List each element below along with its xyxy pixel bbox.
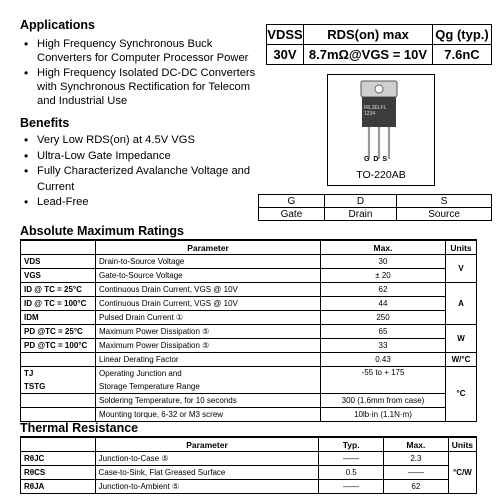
- thermal-table: [20, 436, 477, 494]
- spec-value-rdson: 8.7mΩ@VGS = 10V: [304, 45, 433, 65]
- unit-c-per-w: °C/W: [448, 452, 476, 494]
- thermal-header-parameter: Parameter: [95, 437, 319, 452]
- list-item: • Lead-Free: [20, 195, 260, 211]
- spec-value-qg: 7.6nC: [433, 45, 492, 65]
- table-row: RθCS Case-to-Sink, Flat Greased Surface 0.5 ——: [21, 466, 477, 480]
- thermal-title: Thermal Resistance: [20, 421, 139, 435]
- spec-header-rdson: RDS(on) max: [304, 25, 433, 45]
- thermal-header-units: Units: [448, 437, 476, 452]
- unit-amps: A: [446, 283, 477, 325]
- unit-watts-per-c: W/°C: [446, 353, 477, 367]
- benefits-list: [20, 133, 260, 211]
- pin-name-source: Source: [397, 208, 492, 221]
- table-row: IDM Pulsed Drain Current ① 250: [21, 311, 477, 325]
- abs-max-table: Parameter Max. Units VDS Drain-to-Source Voltage 30 V VGS Gate-to-Source Voltage ± 20 ID @ TC = 25°C Continuous Drain Current, VGS @ 10V 62 A ID @ TC = 100°C Continuous Drain Current, VGS @ 10V 44 IDM Pulsed Drain Current ① 250 PD @TC = 25°C Maximum Power Dissipation ⑤ 65 W PD @TC = 100°C Maximum Power Dissipation ⑤ 33 Linear Derating Factor 0.43 W/°C TJ TSTG Operating Junction and Storage Temperature Range -55 to + 175 °C Soldering Temperature, for 10 seconds 300 (1.6mm from case) Mounting torque, 6-32 or M3 screw 10lb·in (1.1N·m): [20, 239, 477, 422]
- unit-celsius: °C: [446, 367, 477, 422]
- pin-letter-d: D: [324, 195, 396, 208]
- list-item: • High Frequency Synchronous Buck Converters for Computer Processor Power: [20, 37, 262, 65]
- list-item: • Ultra-Low Gate Impedance: [20, 149, 260, 165]
- pin-name-gate: Gate: [259, 208, 325, 221]
- abs-max-title: Absolute Maximum Ratings: [20, 224, 184, 238]
- table-row: PD @TC = 25°C Maximum Power Dissipation ⑤ 65 W: [21, 325, 477, 339]
- spec-table: [266, 24, 492, 65]
- list-item: • Very Low RDS(on) at 4.5V VGS: [20, 133, 260, 149]
- applications-list: [20, 37, 262, 108]
- spec-header-qg: Qg (typ.): [433, 25, 492, 45]
- list-item: • High Frequency Isolated DC-DC Converters with Synchronous Rectification for Telecom and Industrial Use: [20, 66, 262, 108]
- table-row: VGS Gate-to-Source Voltage ± 20: [21, 269, 477, 283]
- table-row: Mounting torque, 6-32 or M3 screw 10lb·in (1.1N·m): [21, 408, 477, 422]
- unit-watts: W: [446, 325, 477, 353]
- list-item: • Fully Characterized Avalanche Voltage and Current: [20, 164, 260, 195]
- table-row: ID @ TC = 100°C Continuous Drain Current, VGS @ 10V 44: [21, 297, 477, 311]
- package-marking: IRL3ELFL 1234: [364, 105, 387, 117]
- thermal-header-max: Max.: [384, 437, 449, 452]
- package-image: [327, 74, 435, 186]
- pin-table: [258, 194, 492, 221]
- spec-value-vdss: 30V: [267, 45, 304, 65]
- table-row: ID @ TC = 25°C Continuous Drain Current, VGS @ 10V 62 A: [21, 283, 477, 297]
- thermal-header-typ: Typ.: [319, 437, 384, 452]
- package-pin-labels: G D S: [364, 156, 389, 163]
- pin-letter-g: G: [259, 195, 325, 208]
- package-name: TO-220AB: [356, 169, 406, 181]
- pin-name-drain: Drain: [324, 208, 396, 221]
- spec-header-vdss: VDSS: [267, 25, 304, 45]
- table-row: Linear Derating Factor 0.43 W/°C: [21, 353, 477, 367]
- abs-header-max: Max.: [321, 240, 446, 255]
- pin-letter-s: S: [397, 195, 492, 208]
- table-row: VDS Drain-to-Source Voltage 30 V: [21, 255, 477, 269]
- abs-header-parameter: Parameter: [96, 240, 321, 255]
- table-row: PD @TC = 100°C Maximum Power Dissipation ⑤ 33: [21, 339, 477, 353]
- table-row: RθJA Junction-to-Ambient ⑤ —— 62: [21, 480, 477, 494]
- applications-title: Applications: [20, 18, 96, 32]
- unit-volts: V: [446, 255, 477, 283]
- table-row: RθJC Junction-to-Case ⑤ —— 2.3 °C/W: [21, 452, 477, 466]
- abs-header-units: Units: [446, 240, 477, 255]
- table-row: Soldering Temperature, for 10 seconds 300 (1.6mm from case): [21, 394, 477, 408]
- benefits-title: Benefits: [20, 116, 70, 130]
